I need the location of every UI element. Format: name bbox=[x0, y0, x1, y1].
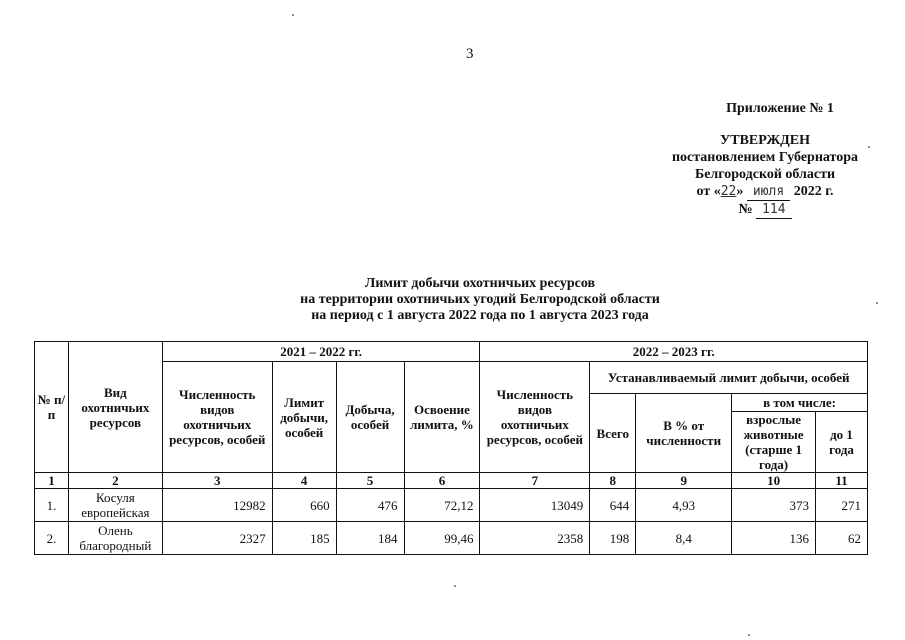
table-cell: 4,93 bbox=[636, 489, 732, 522]
date-prefix: от « bbox=[696, 184, 721, 199]
column-number: 8 bbox=[590, 473, 636, 489]
approved-by-line2: Белгородской области bbox=[694, 167, 836, 182]
number-value: 114 bbox=[762, 202, 786, 217]
header-period-next: 2022 – 2023 гг. bbox=[480, 342, 868, 362]
header-prev-harvest: Добыча, особей bbox=[336, 362, 404, 473]
date-month: июля bbox=[752, 184, 785, 199]
column-number: 7 bbox=[480, 473, 590, 489]
species-cell: Олень благородный bbox=[68, 522, 162, 555]
header-prev-population: Численность видов охотничьих ресурсов, особей bbox=[162, 362, 272, 473]
approved-by-line1: постановлением Губернатора bbox=[671, 150, 859, 165]
table-cell: 62 bbox=[816, 522, 868, 555]
header-adults: взрослые животные (старше 1 года) bbox=[732, 412, 816, 473]
date-year: 2022 г. bbox=[793, 184, 834, 199]
table-cell: 184 bbox=[336, 522, 404, 555]
approved-heading: УТВЕРЖДЕН bbox=[719, 133, 811, 148]
header-next-population: Численность видов охотничьих ресурсов, особей bbox=[480, 362, 590, 473]
table-cell: 2358 bbox=[480, 522, 590, 555]
number-prefix: № bbox=[738, 202, 753, 217]
table-cell: 660 bbox=[272, 489, 336, 522]
column-number: 4 bbox=[272, 473, 336, 489]
title-line3: на период с 1 августа 2022 года по 1 августа 2023 года bbox=[311, 308, 649, 323]
table-cell: 373 bbox=[732, 489, 816, 522]
column-number: 1 bbox=[35, 473, 69, 489]
column-number: 10 bbox=[732, 473, 816, 489]
table-cell: 476 bbox=[336, 489, 404, 522]
column-numbers-row bbox=[35, 473, 868, 489]
table-cell: 198 bbox=[590, 522, 636, 555]
header-num: № п/п bbox=[35, 342, 69, 473]
table-cell: 8,4 bbox=[636, 522, 732, 555]
document-title bbox=[200, 276, 760, 324]
table-cell: 185 bbox=[272, 522, 336, 555]
header-period-prev: 2021 – 2022 гг. bbox=[162, 342, 480, 362]
table-row bbox=[35, 522, 868, 555]
table-cell: 136 bbox=[732, 522, 816, 555]
table-row bbox=[35, 489, 868, 522]
header-including: в том числе: bbox=[732, 394, 868, 412]
approval-block bbox=[630, 100, 900, 219]
header-total: Всего bbox=[590, 394, 636, 473]
page-number: 3 bbox=[466, 46, 474, 62]
header-prev-usage: Освоение лимита, % bbox=[404, 362, 480, 473]
table-cell: 72,12 bbox=[404, 489, 480, 522]
species-cell: Косуля европейская bbox=[68, 489, 162, 522]
title-line1: Лимит добычи охотничьих ресурсов bbox=[364, 276, 596, 291]
table-cell: 2327 bbox=[162, 522, 272, 555]
appendix-label: Приложение № 1 bbox=[726, 101, 834, 116]
table-cell: 12982 bbox=[162, 489, 272, 522]
table-cell: 99,46 bbox=[404, 522, 480, 555]
table-cell: 1. bbox=[35, 489, 69, 522]
date-day: 22 bbox=[720, 184, 737, 199]
header-prev-limit: Лимит добычи, особей bbox=[272, 362, 336, 473]
header-species: Вид охотничьих ресурсов bbox=[68, 342, 162, 473]
column-number: 2 bbox=[68, 473, 162, 489]
column-number: 11 bbox=[816, 473, 868, 489]
table-cell: 271 bbox=[816, 489, 868, 522]
header-next-limit-group: Устанавливаемый лимит добычи, особей bbox=[590, 362, 868, 394]
column-number: 5 bbox=[336, 473, 404, 489]
table-cell: 2. bbox=[35, 522, 69, 555]
date-mid: » bbox=[736, 184, 744, 199]
header-young: до 1 года bbox=[816, 412, 868, 473]
column-number: 6 bbox=[404, 473, 480, 489]
approval-number bbox=[630, 201, 900, 219]
header-percent: В % от численности bbox=[636, 394, 732, 473]
table-cell: 644 bbox=[590, 489, 636, 522]
hunting-limit-table bbox=[34, 341, 868, 555]
table-cell: 13049 bbox=[480, 489, 590, 522]
column-number: 3 bbox=[162, 473, 272, 489]
approval-date bbox=[630, 183, 900, 201]
column-number: 9 bbox=[636, 473, 732, 489]
title-line2: на территории охотничьих угодий Белгородской области bbox=[300, 292, 660, 307]
